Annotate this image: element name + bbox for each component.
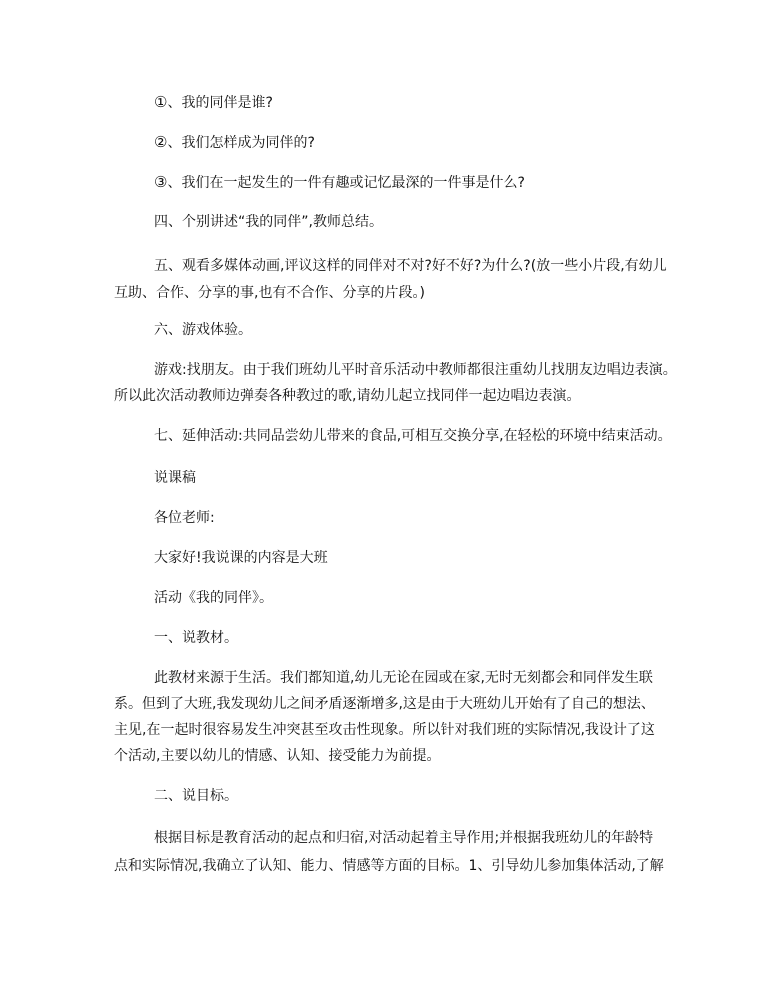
paragraph-goal-line-1: 根据目标是教育活动的起点和归宿,对活动起着主导作用;并根据我班幼儿的年龄特 [154,830,654,846]
list-item-1 [154,92,273,113]
heading-shuoke: 说课稿 [154,470,196,486]
paragraph-step-seven: 七、延伸活动:共同品尝幼儿带来的食品,可相互交换分享,在轻松的环境中结束活动。 [154,428,672,444]
paragraph-step-five-line-1: 五、观看多媒体动画,评议这样的同伴对不对?好不好?为什么?(放一些小片段,有幼儿 [154,258,667,274]
paragraph-material-line-1: 此教材来源于生活。我们都知道,幼儿无论在园或在家,无时无刻都会和同伴发生联 [154,670,653,686]
paragraph-game-line-2: 所以此次活动教师边弹奏各种教过的歌,请幼儿起立找同伴一起边唱边表演。 [114,388,581,404]
section-one-heading: 一、说教材。 [154,630,238,646]
list-item-3 [154,172,525,193]
paragraph-step-four: 四、个别讲述“我的同伴”,教师总结。 [154,214,383,230]
list-marker: ① [154,93,168,111]
list-text: 、我的同伴是谁? [167,95,273,111]
section-two-heading: 二、说目标。 [154,788,238,804]
paragraph-goal-line-2: 点和实际情况,我确立了认知、能力、情感等方面的目标。1、引导幼儿参加集体活动,了解 [114,858,664,874]
activity-title: 活动《我的同伴》。 [154,590,273,606]
paragraph-game-line-1: 游戏:找朋友。由于我们班幼儿平时音乐活动中教师都很注重幼儿找朋友边唱边表演。 [154,362,677,378]
paragraph-material-line-2: 系。但到了大班,我发现幼儿之间矛盾逐渐增多,这是由于大班幼儿开始有了自己的想法、 [114,696,655,712]
list-marker: ② [154,133,168,151]
list-text: 、我们在一起发生的一件有趣或记忆最深的一件事是什么? [167,175,525,191]
list-marker: ③ [154,173,168,191]
greeting-hello: 大家好!我说课的内容是大班 [154,550,328,566]
paragraph-material-line-4: 个活动,主要以幼儿的情感、认知、接受能力为前提。 [114,748,441,764]
paragraph-step-six: 六、游戏体验。 [154,322,252,338]
paragraph-step-five-line-2: 互助、合作、分享的事,也有不合作、分享的片段。) [114,285,425,301]
list-text: 、我们怎样成为同伴的? [167,135,315,151]
greeting-teachers: 各位老师: [154,510,215,526]
list-item-2 [154,132,315,153]
paragraph-material-line-3: 主见,在一起时很容易发生冲突甚至攻击性现象。所以针对我们班的实际情况,我设计了这 [114,722,655,738]
